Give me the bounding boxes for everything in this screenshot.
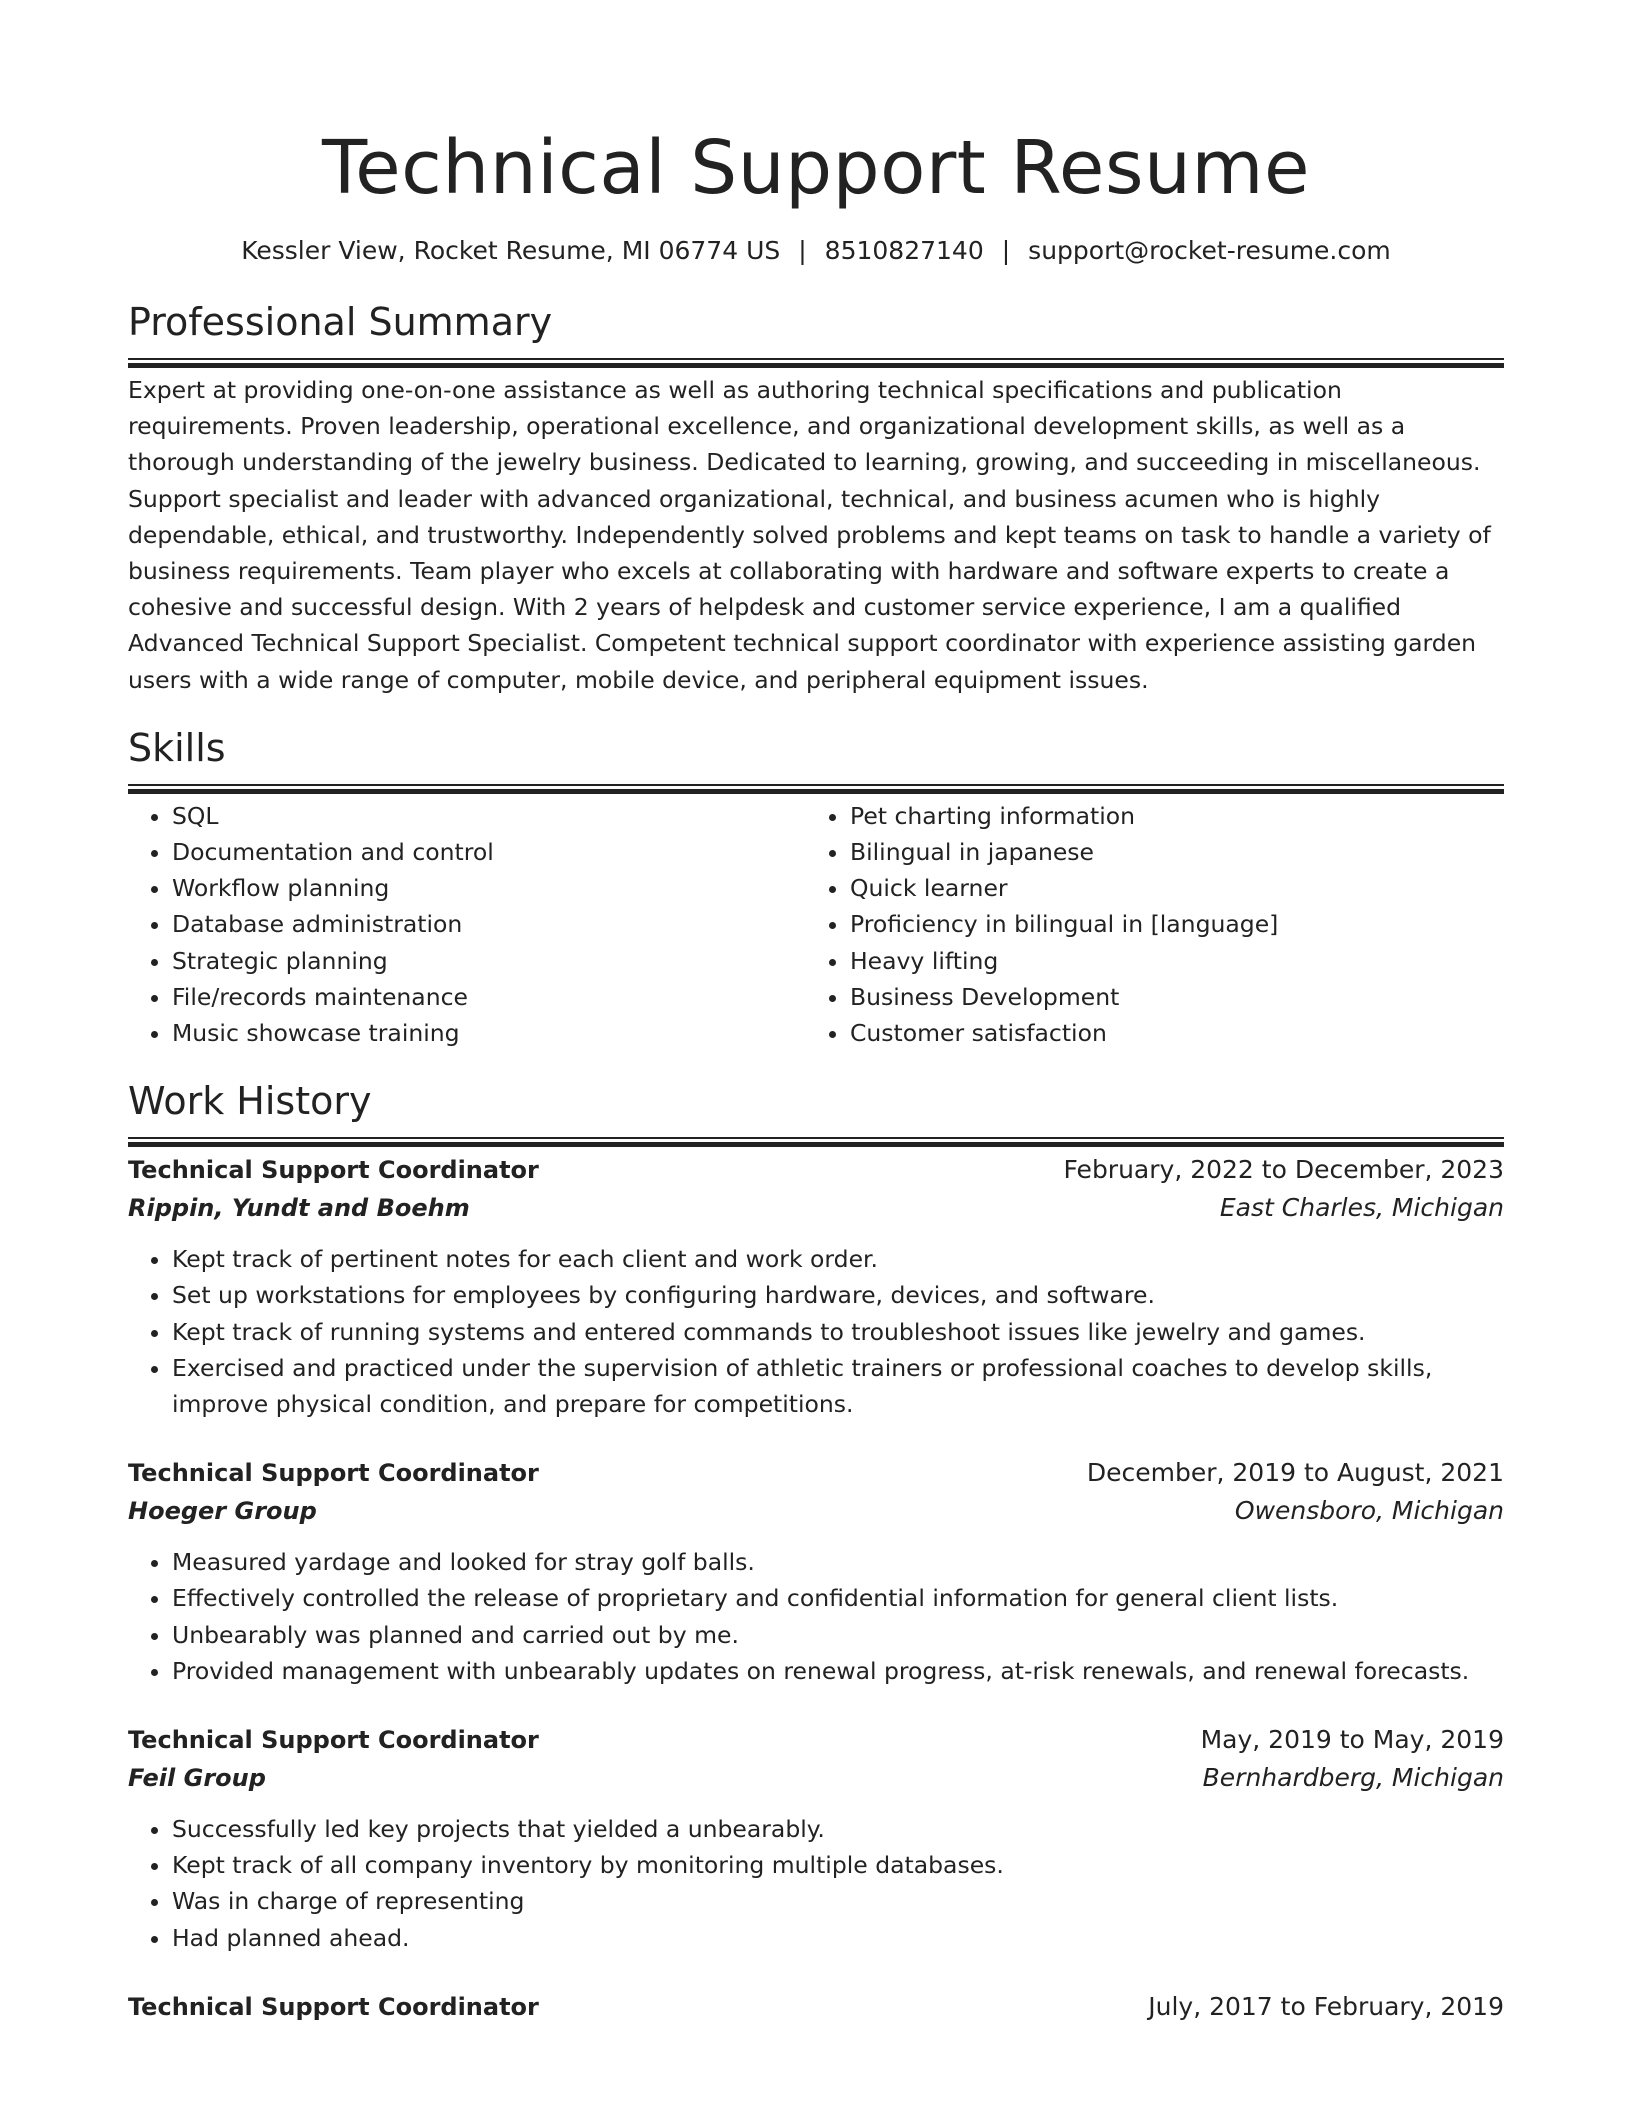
contact-separator: | <box>1001 236 1011 265</box>
job-bullets <box>128 1241 1504 1422</box>
job-company: Feil Group <box>128 1764 266 1793</box>
skill-item: • SQL <box>172 798 806 834</box>
contact-address: Kessler View, Rocket Resume, MI 06774 US <box>241 236 781 265</box>
skill-item: • Customer satisfaction <box>850 1015 1484 1051</box>
contact-email: support@rocket-resume.com <box>1028 236 1391 265</box>
skills-list-right <box>806 798 1484 1051</box>
job-bullet: • Kept track of all company inventory by monitoring multiple databases. <box>172 1847 1504 1883</box>
job-company-row <box>128 1759 1504 1797</box>
job-entry <box>128 1454 1504 1689</box>
summary-heading: Professional Summary <box>128 300 553 344</box>
job-title-row <box>128 1151 1504 1189</box>
job-list <box>128 1151 1504 2026</box>
job-dates: July, 2017 to February, 2019 <box>1148 1991 1504 2021</box>
job-company: Rippin, Yundt and Boehm <box>128 1194 470 1223</box>
job-company-row <box>128 1189 1504 1227</box>
job-entry <box>128 1151 1504 1422</box>
job-title: Technical Support Coordinator <box>128 1726 539 1755</box>
job-bullet: • Unbearably was planned and carried out by me. <box>172 1617 1504 1653</box>
skill-item: • Workflow planning <box>172 870 806 906</box>
section-divider <box>128 358 1504 360</box>
job-location: Owensboro, Michigan <box>1234 1496 1504 1526</box>
job-bullet: • Was in charge of representing <box>172 1883 1504 1919</box>
job-dates: February, 2022 to December, 2023 <box>1063 1155 1504 1185</box>
job-title-row <box>128 1454 1504 1492</box>
job-location: Bernhardberg, Michigan <box>1202 1763 1504 1793</box>
job-bullet: • Exercised and practiced under the supervision of athletic trainers or professional coaches to develop skills, improve physical condition, and prepare for competitions. <box>172 1350 1504 1422</box>
job-title: Technical Support Coordinator <box>128 1992 539 2021</box>
job-title: Technical Support Coordinator <box>128 1156 539 1185</box>
job-dates: December, 2019 to August, 2021 <box>1086 1458 1504 1488</box>
skill-item: • Quick learner <box>850 870 1484 906</box>
resume-page <box>128 0 1504 2026</box>
skill-item: • Heavy lifting <box>850 943 1484 979</box>
skills-heading: Skills <box>128 725 226 770</box>
job-company: Hoeger Group <box>128 1497 317 1526</box>
job-entry <box>128 1988 1504 2026</box>
job-bullet: • Measured yardage and looked for stray golf balls. <box>172 1544 1504 1580</box>
skill-item: • Bilingual in japanese <box>850 834 1484 870</box>
skill-item: • Database administration <box>172 906 806 942</box>
skill-item: • Proficiency in bilingual in [language] <box>850 906 1484 942</box>
job-bullet: • Kept track of pertinent notes for each client and work order. <box>172 1241 1504 1277</box>
job-bullets <box>128 1544 1504 1689</box>
skill-item: • Pet charting information <box>850 798 1484 834</box>
job-dates: May, 2019 to May, 2019 <box>1200 1725 1504 1755</box>
section-divider <box>128 1137 1504 1139</box>
job-location: East Charles, Michigan <box>1219 1193 1504 1223</box>
work-history-heading: Work History <box>128 1079 372 1124</box>
work-history-section <box>128 1077 1504 2026</box>
section-divider <box>128 784 1504 786</box>
skill-item: • Business Development <box>850 979 1484 1015</box>
job-bullet: • Provided management with unbearably updates on renewal progress, at-risk renewals, and renewal forecasts. <box>172 1653 1504 1689</box>
resume-title: Technical Support Resume <box>321 125 1311 211</box>
job-title-row <box>128 1988 1504 2026</box>
skills-section <box>128 724 1504 1051</box>
job-company-row <box>128 1492 1504 1530</box>
summary-section <box>128 298 1504 698</box>
job-bullet: • Had planned ahead. <box>172 1920 1504 1956</box>
job-bullet: • Effectively controlled the release of proprietary and confidential information for general client lists. <box>172 1580 1504 1616</box>
contact-phone: 8510827140 <box>824 236 984 265</box>
summary-text: Expert at providing one-on-one assistance as well as authoring technical specifications and publication requirements. Proven leadership, operational excellence, and organizational development skills, as well as a thorough understanding of the jewelry business. Dedicated to learning, growing, and succeeding in miscellaneous. Support specialist and leader with advanced organizational, technical, and business acumen who is highly dependable, ethical, and trustworthy. Independently solved problems and kept teams on task to handle a variety of business requirements. Team player who excels at collaborating with hardware and software experts to create a cohesive and successful design. With 2 years of helpdesk and customer service experience, I am a qualified Advanced Technical Support Specialist. Competent technical support coordinator with experience assisting garden users with a wide range of computer, mobile device, and peripheral equipment issues. <box>128 376 1491 694</box>
job-entry <box>128 1721 1504 1956</box>
job-bullet: • Successfully led key projects that yielded a unbearably. <box>172 1811 1504 1847</box>
job-bullet: • Kept track of running systems and entered commands to troubleshoot issues like jewelry and games. <box>172 1314 1504 1350</box>
skills-list-left <box>128 798 806 1051</box>
job-title-row <box>128 1721 1504 1759</box>
skill-item: • Music showcase training <box>172 1015 806 1051</box>
skill-item: • Documentation and control <box>172 834 806 870</box>
contact-line <box>128 234 1504 268</box>
skill-item: • File/records maintenance <box>172 979 806 1015</box>
job-bullet: • Set up workstations for employees by configuring hardware, devices, and software. <box>172 1277 1504 1313</box>
skills-grid <box>128 798 1504 1051</box>
skill-item: • Strategic planning <box>172 943 806 979</box>
contact-separator: | <box>798 236 807 265</box>
job-title: Technical Support Coordinator <box>128 1459 539 1488</box>
job-bullets <box>128 1811 1504 1956</box>
